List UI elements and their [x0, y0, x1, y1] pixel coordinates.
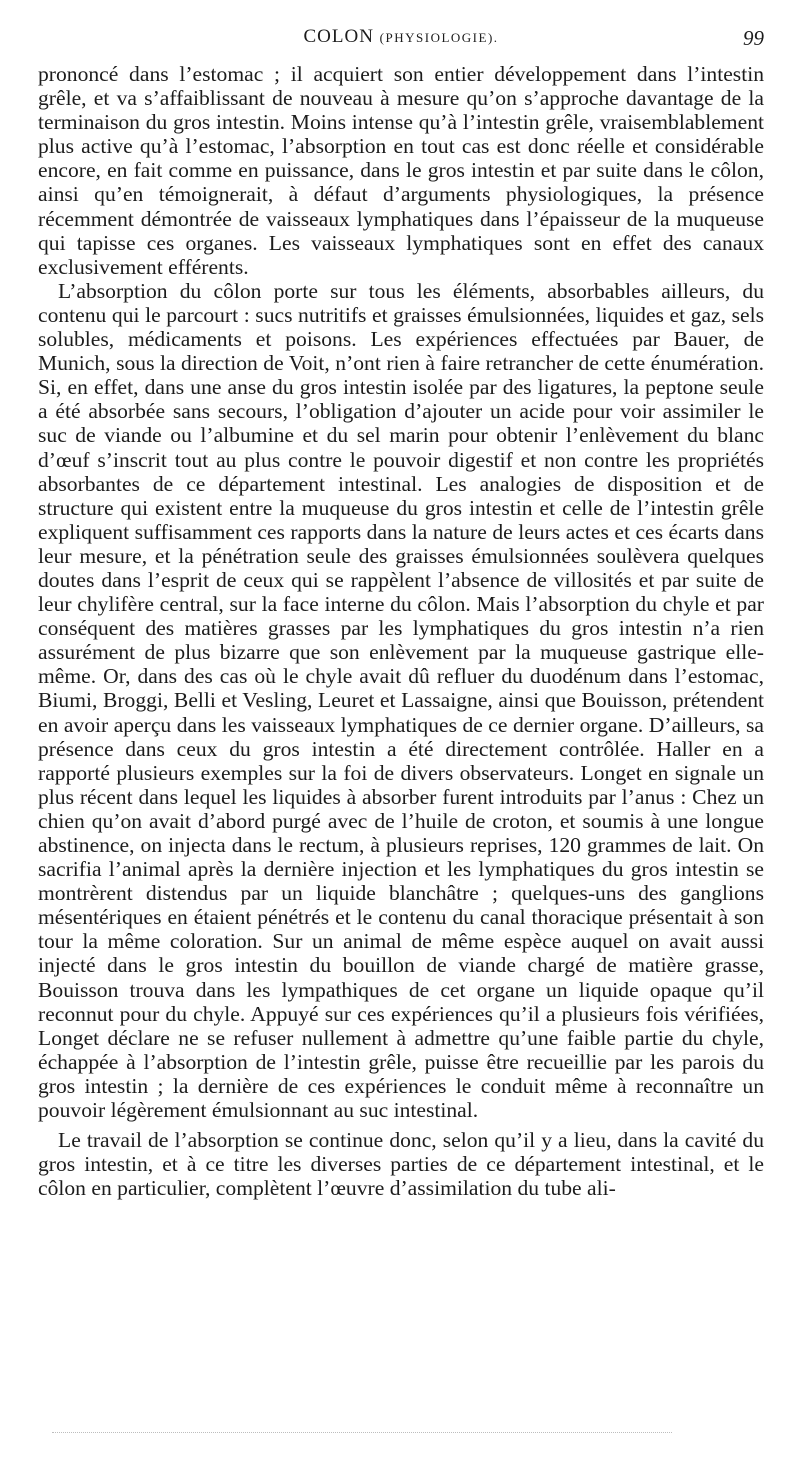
- running-header: [38, 26, 764, 56]
- running-title-subtitle: (PHYSIOLOGIE).: [379, 30, 499, 45]
- footer-scan-noise: [52, 1432, 672, 1435]
- paragraph-continuation: prononcé dans l’estomac ; il acquiert son entier développement dans l’intestin grêle, et va s’affaiblissant de nouveau à mesure qu’on s’approche davantage de la terminaison du gros intestin. Moins intense qu’à l’intestin grêle, vraisemblablement plus active qu’à l’estomac, l’absorption en tout cas est donc réelle et considérable encore, en fait comme en puissance, dans le gros intestin et par suite dans le côlon, ainsi qu’en témoignerait, à défaut d’arguments physiologiques, la présence récemment démontrée de vaisseaux lymphatiques dans l’épaisseur de la muqueuse qui tapisse ces organes. Les vaisseaux lymphatiques sont en effet des canaux exclusivement efférents.: [38, 62, 764, 279]
- page-number: 99: [743, 26, 764, 50]
- running-title-main: COLON: [303, 26, 374, 47]
- running-title: [38, 26, 764, 48]
- body-text: [38, 62, 764, 1200]
- paragraph-absorption-colon: L’absorption du côlon porte sur tous les éléments, absorbables ailleurs, du contenu qui le parcourt : sucs nutritifs et graisses émulsionnées, liquides et gaz, sels solubles, médicaments et poisons. Les expériences effectuées par Bauer, de Munich, sous la direction de Voit, n’ont rien à faire retrancher de cette énumération. Si, en effet, dans une anse du gros intestin isolée par des ligatures, la peptone seule a été absorbée sans secours, l’obligation d’ajouter un acide pour voir assimiler le suc de viande ou l’albumine et du sel marin pour obtenir l’enlèvement du blanc d’œuf s’inscrit tout au plus contre le pouvoir digestif et non contre les propriétés absorbantes de ce département intestinal. Les analogies de disposition et de structure qui existent entre la muqueuse du gros intestin et celle de l’intestin grêle expliquent suffisamment ces rapports dans la nature de leurs actes et ces écarts dans leur mesure, et la pénétration seule des graisses émulsionnées soulèvera quelques doutes dans l’esprit de ceux qui se rappèlent l’absence de villosités et par suite de leur chylifère central, sur la face interne du côlon. Mais l’absorption du chyle et par conséquent des matières grasses par les lymphatiques du gros intestin n’a rien assurément de plus bizarre que son enlèvement par la muqueuse gastrique elle-même. Or, dans des cas où le chyle avait dû refluer du duodénum dans l’estomac, Biumi, Broggi, Belli et Vesling, Leuret et Lassaigne, ainsi que Bouisson, prétendent en avoir aperçu dans les vaisseaux lymphatiques de ce dernier organe. D’ailleurs, sa présence dans ceux du gros intestin a été directement contrôlée. Haller en a rapporté plusieurs exemples sur la foi de divers observateurs. Longet en signale un plus récent dans lequel les liquides à absorber furent introduits par l’anus : Chez un chien qu’on avait d’abord purgé avec de l’huile de croton, et soumis à une longue abstinence, on injecta dans le rectum, à plusieurs reprises, 120 grammes de lait. On sacrifia l’animal après la dernière injection et les lymphatiques du gros intestin se montrèrent distendus par un liquide blanchâtre ; quelques-uns des ganglions mésentériques en étaient pénétrés et le contenu du canal thoracique présentait à son tour la même coloration. Sur un animal de même espèce auquel on avait aussi injecté dans le gros intestin du bouillon de viande chargé de matière grasse, Bouisson trouva dans les lympathiques de cet organe un liquide opaque qu’il reconnut pour du chyle. Appuyé sur ces expériences qu’il a plusieurs fois vérifiées, Longet déclare ne se refuser nullement à admettre qu’une faible partie du chyle, échappée à l’absorption de l’intestin grêle, puisse être recueillie par les parois du gros intestin ; la dernière de ces expériences le conduit même à reconnaître un pouvoir légèrement émulsionnant au suc intestinal.: [38, 278, 764, 1123]
- paragraph-absorption-conclusion: Le travail de l’absorption se continue donc, selon qu’il y a lieu, dans la cavité du gros intestin, et à ce titre les diverses parties de ce département intestinal, et le côlon en particulier, complètent l’œuvre d’assimilation du tube ali-: [38, 1128, 764, 1201]
